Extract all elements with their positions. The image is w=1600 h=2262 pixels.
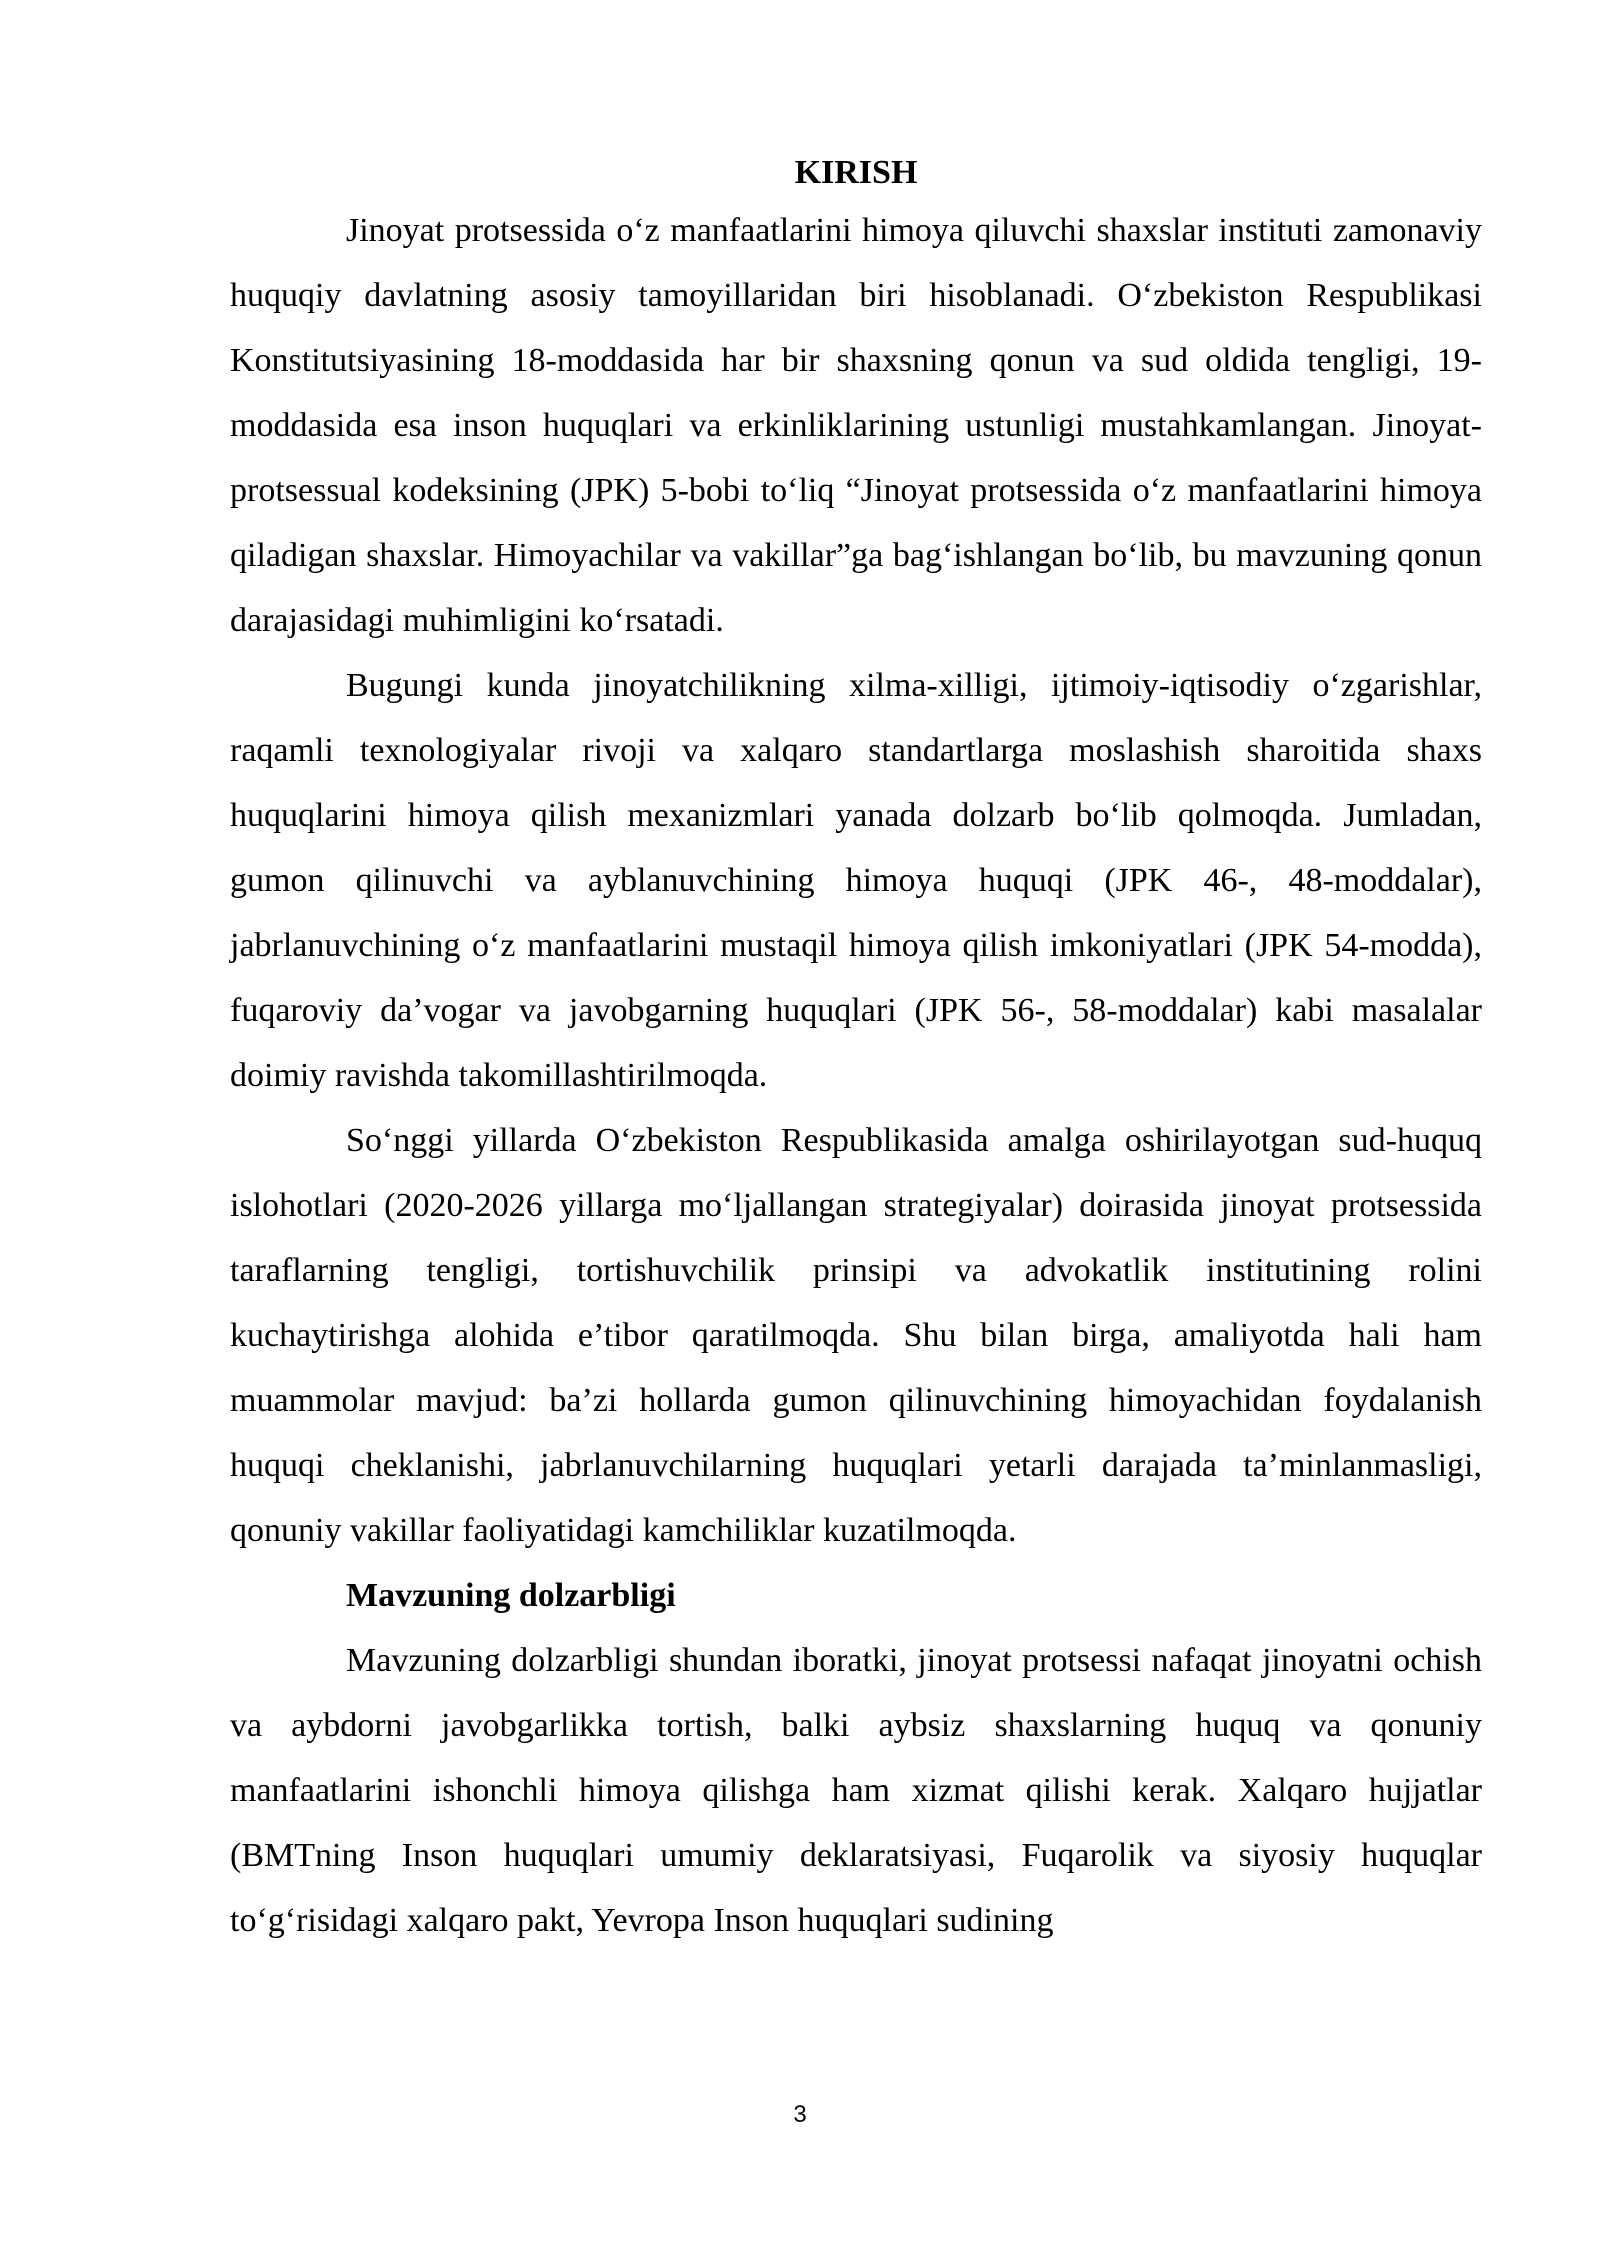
paragraph-2: Bugungi kunda jinoyatchilikning xilma-xilligi, ijtimoiy-iqtisodiy o‘zgarishlar, raqamli texnologiyalar rivoji va xalqaro standartlarga moslashish sharoitida shaxs huquqlarini himoya qilish mexanizmlari yanada dolzarb bo‘lib qolmoqda. Jumladan, gumon qilinuvchi va ayblanuvchining himoya huquqi (JPK 46-, 48-moddalar), jabrlanuvchining o‘z manfaatlarini mustaqil himoya qilish imkoniyatlari (JPK 54-modda), fuqaroviy da’vogar va javobgarning huquqlari (JPK 56-, 58-moddalar) kabi masalalar doimiy ravishda takomillashtirilmoqda. [230,667,1482,1094]
paragraph-1: Jinoyat protsessida o‘z manfaatlarini himoya qiluvchi shaxslar instituti zamonaviy huquqiy davlatning asosiy tamoyillaridan biri hisoblanadi. O‘zbekiston Respublikasi Konstitutsiyasining 18-moddasida har bir shaxsning qonun va sud oldida tengligi, 19-moddasida esa inson huquqlari va erkinliklarining ustunligi mustahkamlangan. Jinoyat-protsessual kodeksining (JPK) 5-bobi to‘liq “Jinoyat protsessida o‘z manfaatlarini himoya qiladigan shaxslar. Himoyachilar va vakillar”ga bag‘ishlangan bo‘lib, bu mavzuning qonun darajasidagi muhimligini ko‘rsatadi. [230,212,1482,639]
page-content [230,148,1482,1953]
paragraph-4: Mavzuning dolzarbligi shundan iboratki, jinoyat protsessi nafaqat jinoyatni ochish va aybdorni javobgarlikka tortish, balki aybsiz shaxslarning huquq va qonuniy manfaatlarini ishonchli himoya qilishga ham xizmat qilishi kerak. Xalqaro hujjatlar (BMTning Inson huquqlari umumiy deklaratsiyasi, Fuqarolik va siyosiy huquqlar to‘g‘risidagi xalqaro pakt, Yevropa Inson huquqlari sudining [230,1642,1482,1939]
page-number: 3 [793,2101,807,2128]
subheading-relevance: Mavzuning dolzarbligi [346,1577,676,1614]
paragraph-3: So‘nggi yillarda O‘zbekiston Respublikasida amalga oshirilayotgan sud-huquq islohotlari (2020-2026 yillarga mo‘ljallangan strategiyalar) doirasida jinoyat protsessida taraflarning tengligi, tortishuvchilik prinsipi va advokatlik institutining rolini kuchaytirishga alohida e’tibor qaratilmoqda. Shu bilan birga, amaliyotda hali ham muammolar mavjud: ba’zi hollarda gumon qilinuvchining himoyachidan foydalanish huquqi cheklanishi, jabrlanuvchilarning huquqlari yetarli darajada ta’minlanmasligi, qonuniy vakillar faoliyatidagi kamchiliklar kuzatilmoqda. [230,1122,1482,1549]
section-heading: KIRISH [794,154,918,191]
